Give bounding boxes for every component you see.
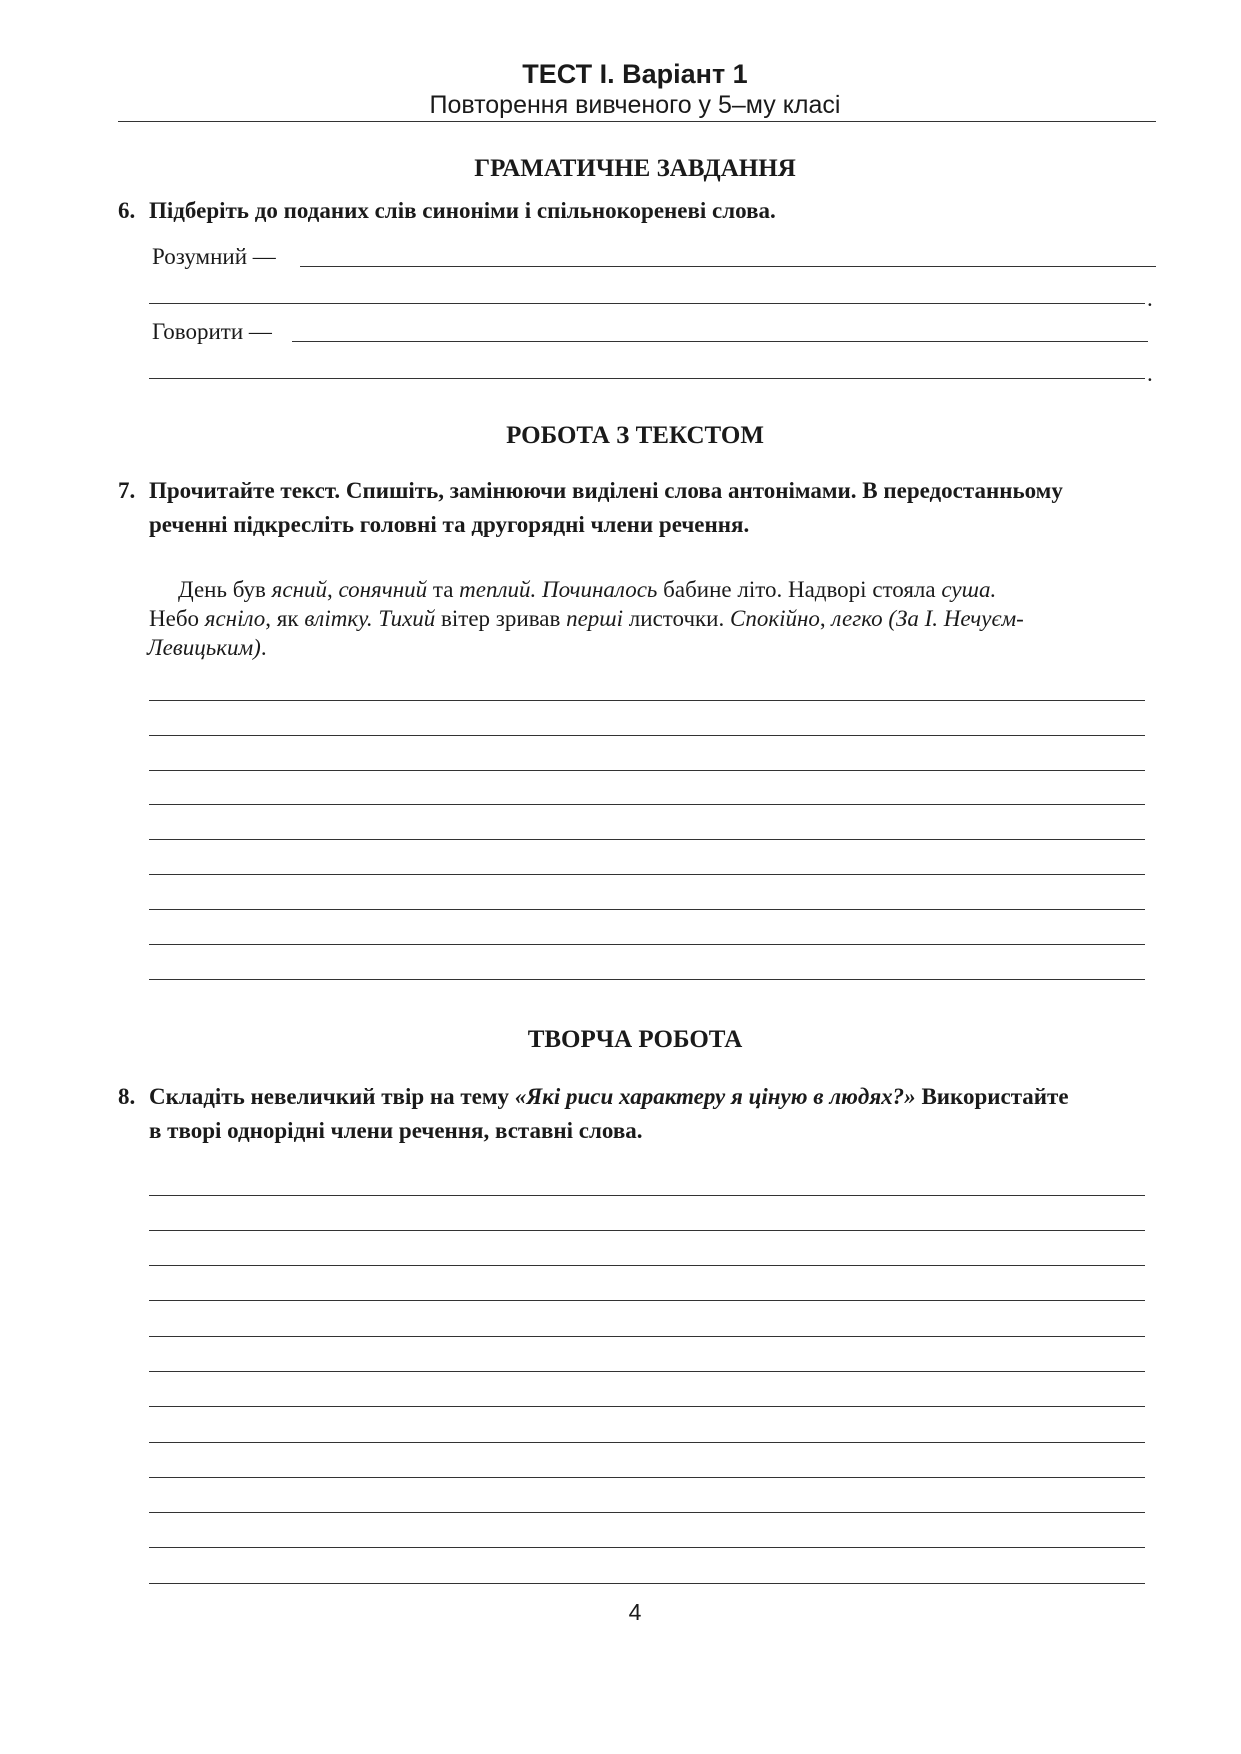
task-7 (118, 474, 1156, 542)
answer-line[interactable] (149, 1477, 1145, 1478)
highlighted-word: ясний (271, 577, 327, 602)
task-6 (118, 194, 1156, 228)
answer-line[interactable] (149, 909, 1145, 910)
answer-line[interactable] (149, 735, 1145, 736)
passage-source: Левицьким) (147, 635, 261, 660)
task-8-number: 8. (118, 1084, 136, 1109)
passage-source: легко (За І. Нечуєм- (831, 606, 1024, 631)
task-7-line2: реченні підкресліть головні та другорядні члени речення. (149, 512, 750, 537)
task-7-line1: Прочитайте текст. Спишіть, замінюючи виділені слова антонімами. В передостанньому (149, 478, 1063, 503)
highlighted-word: Починалось (542, 577, 658, 602)
highlighted-word: перші (566, 606, 624, 631)
passage-text: , (819, 606, 832, 631)
passage-text: бабине літо. Надворі стояла (657, 577, 942, 602)
task-8-line2: в творі однорідні члени речення, вставні слова. (149, 1118, 643, 1143)
page-number: 4 (628, 1599, 642, 1625)
answer-line[interactable] (149, 303, 1145, 304)
passage-text: вітер зривав (435, 606, 567, 631)
answer-line[interactable] (149, 1230, 1145, 1231)
section-heading-creative: ТВОРЧА РОБОТА (527, 1026, 743, 1053)
passage-text: , як (265, 606, 305, 631)
passage-text: листочки. (623, 606, 730, 631)
passage-text: , (326, 577, 339, 602)
word-label-2: Говорити — (152, 319, 272, 344)
task-7-number: 7. (118, 478, 136, 503)
answer-line[interactable] (149, 804, 1145, 805)
passage-text: . (260, 635, 267, 660)
task-8 (118, 1080, 1156, 1148)
answer-line[interactable] (149, 839, 1145, 840)
answer-line[interactable] (149, 1442, 1145, 1443)
section-heading-text: РОБОТА З ТЕКСТОМ (506, 422, 764, 449)
test-title: ТЕСТ І. Варіант 1 (522, 59, 748, 89)
task-8-text: Складіть невеличкий твір на тему (149, 1084, 515, 1109)
answer-line[interactable] (149, 944, 1145, 945)
answer-line[interactable] (300, 266, 1156, 267)
task-6-number: 6. (118, 198, 136, 223)
answer-line[interactable] (149, 378, 1145, 379)
answer-line[interactable] (149, 1265, 1145, 1266)
highlighted-word: Тихий (378, 606, 436, 631)
line-end-period: . (1147, 286, 1153, 311)
answer-line[interactable] (149, 1336, 1145, 1337)
highlighted-word: теплий. (459, 577, 537, 602)
answer-line[interactable] (149, 979, 1145, 980)
reading-passage (149, 575, 1156, 662)
answer-line[interactable] (149, 1583, 1145, 1584)
highlighted-word: сонячний (338, 577, 428, 602)
test-subtitle: Повторення вивченого у 5–му класі (429, 91, 841, 119)
highlighted-word: Спокійно (730, 606, 820, 631)
passage-text: та (427, 577, 460, 602)
passage-text: День був (178, 577, 272, 602)
answer-line[interactable] (149, 1371, 1145, 1372)
answer-line[interactable] (149, 1512, 1145, 1513)
highlighted-word: суша. (941, 577, 997, 602)
highlighted-word: влітку. (304, 606, 373, 631)
header-divider (118, 121, 1156, 122)
answer-line[interactable] (149, 1406, 1145, 1407)
answer-line[interactable] (149, 1195, 1145, 1196)
task-8-topic: «Які риси характеру я ціную в людях?» (514, 1084, 916, 1109)
task-8-text-end: Використайте (915, 1084, 1069, 1109)
answer-line[interactable] (149, 700, 1145, 701)
highlighted-word: ясніло (204, 606, 266, 631)
answer-line[interactable] (149, 1547, 1145, 1548)
answer-line[interactable] (149, 1300, 1145, 1301)
section-heading-grammar: ГРАМАТИЧНЕ ЗАВДАННЯ (474, 155, 796, 182)
line-end-period: . (1147, 361, 1153, 386)
answer-line[interactable] (149, 770, 1145, 771)
answer-line[interactable] (292, 341, 1148, 342)
answer-line[interactable] (149, 874, 1145, 875)
word-label-1: Розумний — (152, 244, 276, 269)
passage-text: Небо (149, 606, 205, 631)
task-6-text: Підберіть до поданих слів синоніми і спільнокореневі слова. (149, 198, 776, 223)
